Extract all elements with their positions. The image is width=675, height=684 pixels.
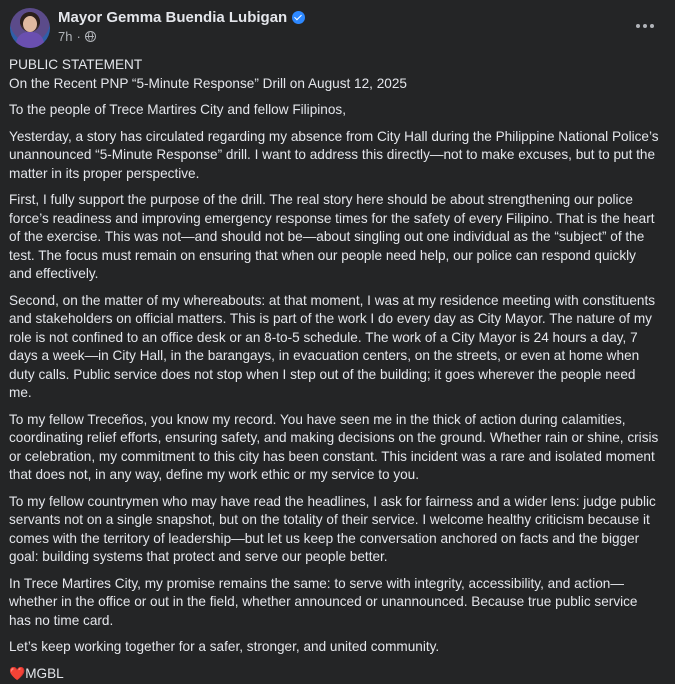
paragraph: Second, on the matter of my whereabouts: at that moment, I was at my residence meeting with constituents and stakeholders on official matters. This is part of the work I do every day as City Mayor. The nature of my role is not confined to an office desk or an 8-to-5 schedule. The work of a City Mayor is 24 hours a day, 7 days a week—in City Hall, in the barangays, in evacuation centers, on the streets, or even at home when duty calls. Public service does not stop when I step out of the building; it goes wherever the people need me. bbox=[9, 292, 656, 400]
verified-badge-icon bbox=[292, 11, 305, 24]
globe-icon[interactable] bbox=[85, 31, 96, 42]
paragraph: In Trece Martires City, my promise remains the same: to serve with integrity, accessibility, and action—whether in the office or out in the field, whether announced or unannounced. Because true public service has no time card. bbox=[9, 575, 638, 628]
paragraph: To my fellow countrymen who may have read the headlines, I ask for fairness and a wider lens: judge public servants not on a single snapshot, but on the totality of their service. I welcome healthy criticism because it comes with the territory of leadership—but let us keep the conversation anchored on facts and the bigger goal: building systems that protect and serve our people better. bbox=[9, 493, 656, 564]
more-dot-icon bbox=[650, 24, 654, 28]
signoff-initials: MGBL bbox=[25, 665, 64, 681]
paragraph: Let’s keep working together for a safer, stronger, and united community. bbox=[9, 639, 440, 654]
post-header bbox=[10, 6, 665, 48]
heading-subtitle: On the Recent PNP “5-Minute Response” Drill on August 12, 2025 bbox=[9, 75, 407, 91]
heart-icon: ❤️ bbox=[9, 666, 26, 682]
statement-heading bbox=[9, 56, 659, 93]
meta-separator: · bbox=[76, 29, 81, 44]
salutation: To the people of Trece Martires City and fellow Filipinos, bbox=[9, 102, 346, 117]
paragraph: To my fellow Treceños, you know my record. You have seen me in the thick of action during calamities, coordinating relief efforts, ensuring safety, and making decisions on the ground. Whether rain or shine, crisis or celebration, my commitment to this city has been constant. This incident was a rare and isolated moment that does not, in any way, define my work ethic or my service to you. bbox=[9, 411, 659, 482]
paragraph: Yesterday, a story has circulated regarding my absence from City Hall during the Philippine National Police’s unannounced “5-Minute Response” drill. I want to address this directly—not to make excuses, but to put the matter in its proper perspective. bbox=[9, 128, 659, 181]
avatar-face bbox=[23, 16, 37, 32]
avatar-dress bbox=[16, 32, 44, 48]
more-options-button[interactable] bbox=[631, 12, 659, 40]
more-dot-icon bbox=[643, 24, 647, 28]
heading-title: PUBLIC STATEMENT bbox=[9, 57, 143, 72]
post-meta bbox=[58, 29, 96, 44]
author-avatar[interactable] bbox=[10, 8, 50, 48]
paragraph: First, I fully support the purpose of the drill. The real story here should be about strengthening our police force’s readiness and improving emergency response times for the safety of every Filipino. That is the heart of the exercise. This was not—and should not be—about singling out one individual as the “subject” of the test. The focus must remain on ensuring that when our people need help, our police can respond quickly and effectively. bbox=[9, 192, 655, 281]
signoff bbox=[9, 665, 659, 684]
more-dot-icon bbox=[636, 24, 640, 28]
author-name[interactable]: Mayor Gemma Buendia Lubigan bbox=[58, 9, 288, 26]
post-body bbox=[9, 56, 659, 684]
author-name-link[interactable] bbox=[58, 9, 305, 26]
post-timestamp[interactable]: 7h bbox=[58, 29, 73, 44]
